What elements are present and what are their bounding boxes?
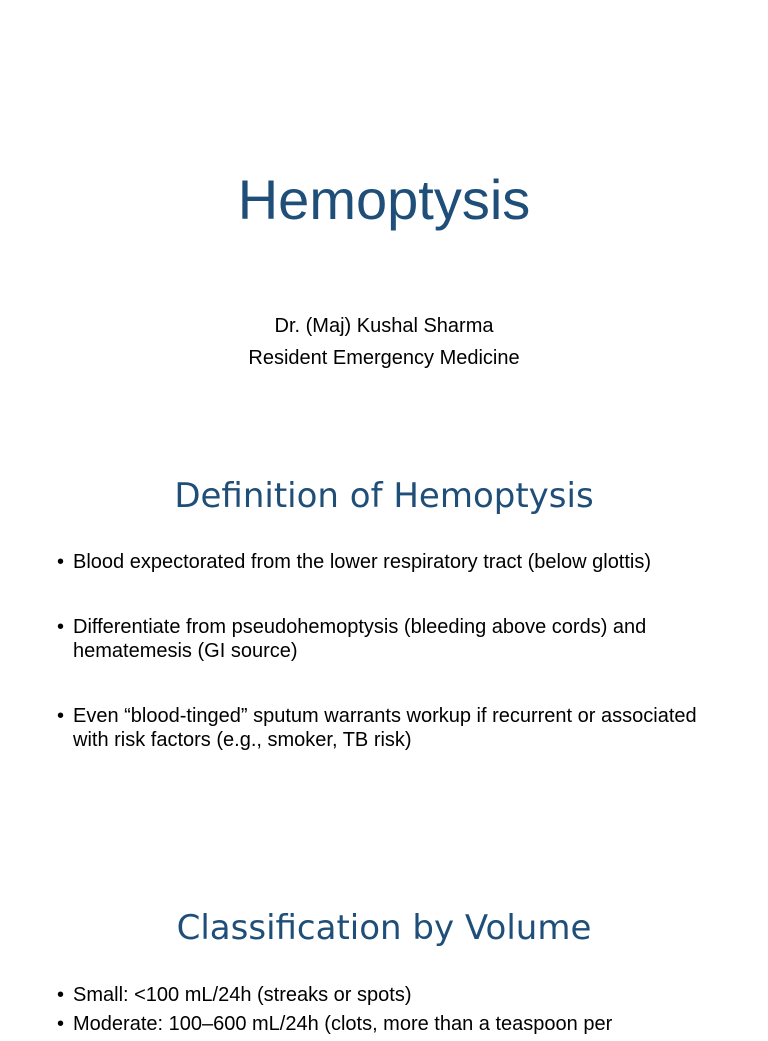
bullet-item	[57, 1012, 707, 1036]
bullet-dot-icon: •	[57, 551, 65, 573]
definition-heading: Definition of Hemoptysis	[174, 476, 594, 516]
bullet-item	[57, 550, 707, 574]
presenter-name: Dr. (Maj) Kushal Sharma	[274, 315, 494, 337]
definition-bullet-list	[57, 550, 707, 793]
bullet-text: Even “blood-tinged” sputum warrants workup if recurrent or associated with risk factors (e.g., smoker, TB risk)	[73, 705, 697, 751]
bullet-item	[57, 615, 707, 663]
bullet-item	[57, 704, 707, 752]
classification-heading: Classification by Volume	[176, 908, 592, 948]
bullet-dot-icon: •	[57, 705, 65, 727]
bullet-text: Moderate: 100–600 mL/24h (clots, more than a teaspoon per	[73, 1013, 613, 1035]
presenter-info	[0, 310, 768, 374]
presentation-title: Hemoptysis	[237, 168, 531, 231]
presenter-role: Resident Emergency Medicine	[248, 347, 520, 369]
bullet-item	[57, 983, 707, 1007]
classification-bullet-list	[57, 983, 707, 1041]
bullet-dot-icon: •	[57, 616, 65, 638]
bullet-text: Small: <100 mL/24h (streaks or spots)	[73, 984, 412, 1006]
bullet-text: Blood expectorated from the lower respiratory tract (below glottis)	[73, 551, 652, 573]
bullet-dot-icon: •	[57, 984, 65, 1006]
bullet-text: Differentiate from pseudohemoptysis (bleeding above cords) and hematemesis (GI source)	[73, 616, 647, 662]
bullet-dot-icon: •	[57, 1013, 65, 1035]
